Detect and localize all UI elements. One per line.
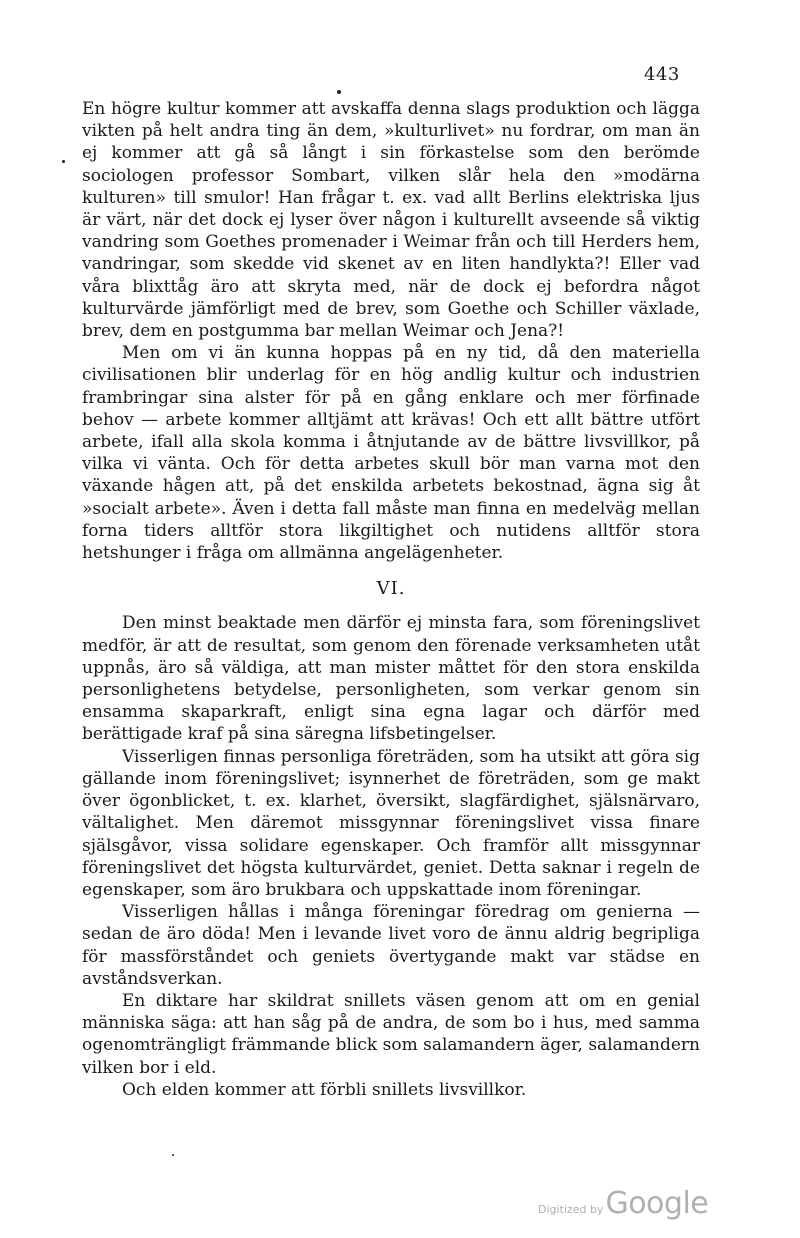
paragraph: Och elden kommer att förbli snillets livsvillkor. (122, 1079, 527, 1100)
paragraph: Visserligen finnas personliga företräden, som ha utsikt att göra sig gällande inom föreningslivet; isynnerhet de företräden, som ge makt över ögonblicket, t. ex. klarhet, översikt, slagfärdighet, själsnärvaro, vältalighet. Men däremot missgynnar föreningslivet vissa finare själsgåvor, vissa solidare egenskaper. Och framför allt missgynnar föreningslivet det högsta kulturvärdet, geniet. Detta saknar i regeln de egenskaper, som äro brukbara och uppskattade inom föreningar. (82, 746, 700, 900)
print-speck (337, 90, 341, 94)
print-speck (172, 1154, 174, 1156)
page-number: 443 (644, 64, 680, 85)
page-body (82, 98, 700, 1101)
paragraph: Den minst beaktade men därför ej minsta fara, som föreningslivet medför, är att de resultat, som genom den förenade verksamheten utåt uppnås, äro så väldiga, att man mister måttet för den stora enskilda personlighetens betydelse, personligheten, som verkar genom sin ensamma skaparkraft, enligt sina egna lagar och därför med berättigade kraf på sina säregna lifsbetingelser. (82, 613, 700, 745)
paragraph: En diktare har skildrat snillets väsen genom att om en genial människa säga: att han såg på de andra, de som bo i hus, med samma ogenomträngligt främmande blick som salamandern äger, salamandern vilken bor i eld. (82, 990, 700, 1078)
google-logo: Google (605, 1186, 709, 1221)
digitized-watermark (538, 1186, 708, 1221)
paragraph: Men om vi än kunna hoppas på en ny tid, då den materiella civilisationen blir underlag för en hög andlig kultur och industrien frambringar sina alster för på en gång enklare och mer förfinade behov — arbete kommer alltjämt att krävas! Och ett allt bättre utfört arbete, ifall alla skola komma i åtnjutande av de bättre livsvillkor, på vilka vi vänta. Och för detta arbetes skull bör man varna mot den växande hågen att, på det enskilda arbetets bekostnad, ägna sig åt »socialt arbete». Även i detta fall måste man finna en medelväg mellan forna tiders alltför stora likgiltighet och nutidens alltför stora hetshunger i fråga om allmänna angelägenheter. (82, 343, 700, 564)
print-speck (62, 160, 65, 163)
section-heading: VI. (376, 578, 406, 600)
watermark-prefix: Digitized by (538, 1203, 604, 1216)
paragraph: En högre kultur kommer att avskaffa denna slags produktion och lägga vikten på helt andra ting än dem, »kulturlivet» nu fordrar, om man än ej kommer att gå så långt i sin förkastelse som den berömde sociologen professor Sombart, vilken slår hela den »modärna kulturen» till smulor! Han frågar t. ex. vad allt Berlins elektriska ljus är värt, när det dock ej lyser över någon i kulturellt avseende så viktig vandring som Goethes promenader i Weimar från och till Herders hem, vandringar, som skedde vid skenet av en liten handlykta?! Eller vad våra blixttåg äro att skryta med, när de dock ej befordra något kulturvärde jämförligt med de brev, som Goethe och Schiller växlade, brev, dem en postgumma bar mellan Weimar och Jena?! (82, 99, 700, 342)
section-body (82, 612, 700, 1100)
paragraph: Visserligen hållas i många föreningar föredrag om genierna — sedan de äro döda! Men i levande livet voro de ännu aldrig begripliga för massförståndet och geniets övertygande makt var städse en avståndsverkan. (82, 902, 700, 989)
